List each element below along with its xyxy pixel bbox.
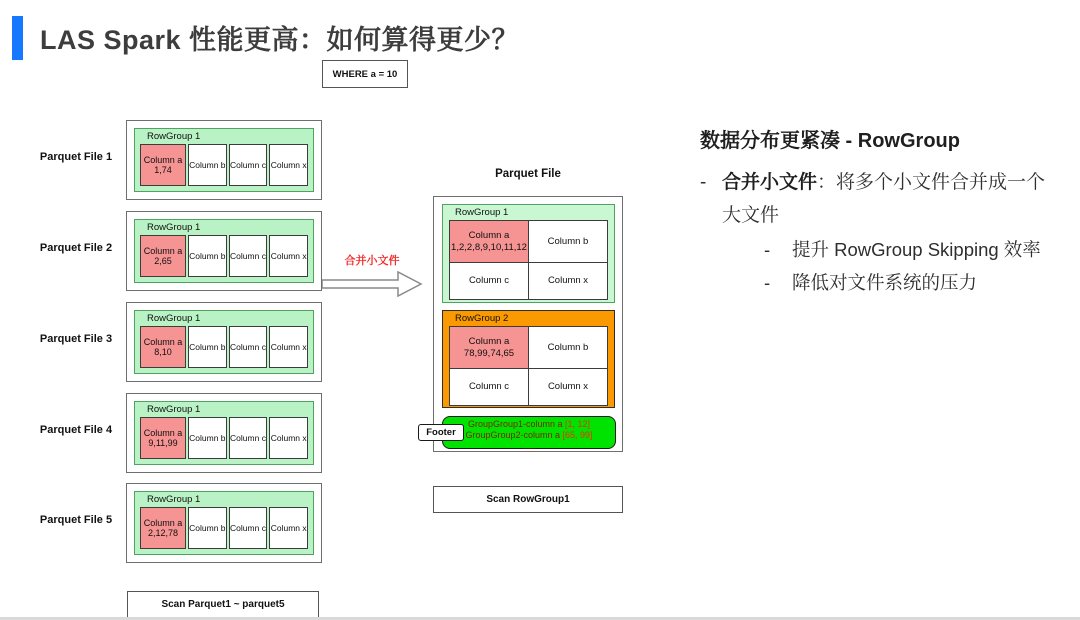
column-x-cell: Column x (269, 507, 308, 549)
rowgroup-container (134, 219, 314, 283)
rowgroup-label: RowGroup 1 (147, 404, 201, 415)
column-a-cell (140, 326, 186, 368)
column-row (140, 326, 308, 368)
rowgroup-2-label: RowGroup 2 (455, 313, 509, 324)
bullet-continuation: 大文件 (722, 205, 780, 226)
column-x-cell: Column x (529, 263, 607, 299)
column-a-cell (450, 327, 528, 368)
rowgroup-label: RowGroup 1 (147, 313, 201, 324)
rowgroup-container (134, 491, 314, 555)
column-c-cell: Column c (229, 507, 268, 549)
column-b-cell: Column b (188, 235, 227, 277)
column-a-values: 2,65 (154, 256, 172, 266)
column-a-cell (140, 144, 186, 186)
column-c-cell: Column c (229, 144, 268, 186)
column-a-values: 78,99,74,65 (463, 347, 515, 359)
where-clause-box (322, 60, 408, 88)
column-c-cell: Column c (229, 235, 268, 277)
column-b-cell: Column b (188, 507, 227, 549)
merged-parquet-file-title: Parquet File (495, 168, 561, 180)
column-b-cell: Column b (529, 327, 607, 368)
parquet-file-2-label: Parquet File 2 (39, 242, 113, 254)
footer-line-1 (443, 419, 615, 430)
rowgroup-container (134, 310, 314, 374)
column-row (140, 144, 308, 186)
rowgroup-label: RowGroup 1 (147, 494, 201, 505)
scan-parquet-files-label: Scan Parquet1 ~ parquet5 (161, 599, 285, 610)
column-row (140, 417, 308, 459)
notes-sub-bullet-1 (764, 234, 1075, 265)
footer-tag-label: Footer (426, 427, 456, 438)
column-a-name: Column a (143, 517, 183, 528)
column-b-cell: Column b (529, 221, 607, 262)
column-a-values: 9,11,99 (148, 438, 178, 448)
column-x-cell: Column x (269, 144, 308, 186)
rowgroup-container (134, 128, 314, 192)
scan-rowgroup-label: Scan RowGroup1 (486, 494, 570, 505)
column-a-name: Column a (143, 427, 183, 438)
column-b-cell: Column b (188, 326, 227, 368)
rowgroup-1-label: RowGroup 1 (455, 207, 509, 218)
column-a-name: Column a (143, 336, 183, 347)
column-x-cell: Column x (269, 235, 308, 277)
merge-arrow-icon (322, 268, 424, 300)
sub-bullet-text: 降低对文件系统的压力 (792, 272, 978, 293)
parquet-file-4-box (126, 393, 322, 473)
footer-metadata-box (442, 416, 616, 449)
column-a-cell (140, 507, 186, 549)
column-a-values: 1,74 (154, 165, 172, 175)
sub-bullet-text: 提升 RowGroup Skipping 效率 (792, 239, 1041, 260)
column-b-cell: Column b (188, 144, 227, 186)
column-x-cell: Column x (529, 369, 607, 405)
column-b-cell: Column b (188, 417, 227, 459)
notes-heading: 数据分布更紧凑 - RowGroup (700, 130, 960, 152)
column-row (140, 507, 308, 549)
column-c-cell: Column c (229, 417, 268, 459)
scan-parquet-files-box (127, 591, 319, 618)
footer-ellipsis: ..... (522, 441, 536, 451)
merged-rowgroup-1 (442, 204, 615, 303)
column-a-name: Column a (143, 154, 183, 165)
footer-tag (418, 424, 464, 441)
bullet-dash: - (700, 172, 707, 193)
footer-line-2 (443, 430, 615, 441)
column-c-cell: Column c (450, 263, 528, 299)
parquet-file-3-box (126, 302, 322, 382)
bullet-bold-text: 合并小文件 (722, 172, 818, 193)
column-a-values: 2,12,78 (147, 528, 179, 538)
page-title: LAS Spark 性能更高：如何算得更少？ (40, 25, 520, 55)
parquet-file-1-box (126, 120, 322, 200)
column-c-cell: Column c (450, 369, 528, 405)
column-a-name: Column a (143, 245, 183, 256)
merged-rowgroup-2 (442, 310, 615, 408)
column-a-cell (140, 417, 186, 459)
rowgroup-1-table (449, 220, 608, 300)
bullet-text (722, 166, 1045, 232)
footer-line-1-label: GroupGroup1-column a (467, 419, 566, 429)
merged-parquet-file-box (426, 196, 623, 452)
column-a-cell (140, 235, 186, 277)
sub-bullet-dash: - (764, 239, 771, 260)
column-row (140, 235, 308, 277)
parquet-file-5-label: Parquet File 5 (39, 514, 113, 526)
title-accent-bar (12, 16, 23, 60)
sub-bullet-dash: - (764, 272, 771, 293)
column-a-name: Column a (468, 336, 510, 347)
rowgroup-2-table (449, 326, 608, 406)
rowgroup-label: RowGroup 1 (147, 131, 201, 142)
where-clause-label: WHERE a = 10 (332, 68, 398, 80)
column-c-cell: Column c (229, 326, 268, 368)
column-x-cell: Column x (269, 326, 308, 368)
notes-sub-bullet-2 (764, 267, 1075, 298)
parquet-file-4-label: Parquet File 4 (39, 424, 113, 436)
parquet-file-1-label: Parquet File 1 (39, 151, 113, 163)
notes-panel (700, 124, 1075, 298)
parquet-file-3-label: Parquet File 3 (39, 333, 113, 345)
column-x-cell: Column x (269, 417, 308, 459)
footer-line-2-label: GroupGroup2-column a (465, 430, 563, 440)
column-a-cell (450, 221, 528, 262)
parquet-file-5-box (126, 483, 322, 563)
rowgroup-container (134, 401, 314, 465)
notes-bullet-1 (700, 166, 1075, 232)
footer-line-1-range: [1, 12] (565, 419, 591, 429)
rowgroup-label: RowGroup 1 (147, 222, 201, 233)
parquet-file-2-box (126, 211, 322, 291)
scan-rowgroup-box (433, 486, 623, 513)
footer-line-2-range: [65, 99] (562, 430, 593, 440)
column-a-name: Column a (468, 230, 510, 241)
merge-arrow-label: 合并小文件 (344, 255, 400, 267)
bullet-rest-text: ：将多个小文件合并成一个 (817, 172, 1046, 193)
column-a-values: 1,2,2,8,9,10,11,12 (451, 241, 527, 253)
column-a-values: 8,10 (154, 347, 172, 357)
